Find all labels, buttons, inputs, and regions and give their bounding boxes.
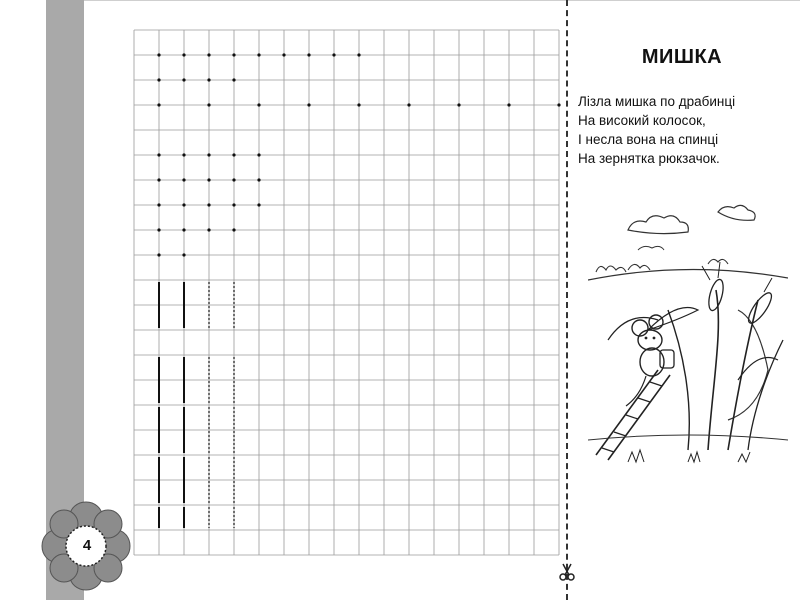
tracing-dot bbox=[257, 153, 260, 156]
tracing-dot bbox=[332, 53, 335, 56]
tracing-dot bbox=[182, 78, 185, 81]
tracing-dot bbox=[232, 78, 235, 81]
tracing-dot bbox=[182, 203, 185, 206]
tracing-dot bbox=[257, 103, 260, 106]
tracing-dot bbox=[157, 178, 160, 181]
tracing-dot bbox=[232, 228, 235, 231]
tracing-dot bbox=[157, 78, 160, 81]
tracing-dot bbox=[232, 203, 235, 206]
tracing-dot bbox=[407, 103, 410, 106]
tracing-dot bbox=[207, 53, 210, 56]
tracing-dot bbox=[232, 178, 235, 181]
tracing-dot bbox=[282, 53, 285, 56]
tracing-dot bbox=[157, 153, 160, 156]
mouse-climbing-ladder-on-wheat-illustration bbox=[588, 200, 788, 470]
tracing-dot bbox=[457, 103, 460, 106]
poem-line: На зернятка рюкзачок. bbox=[578, 151, 720, 166]
tracing-dot bbox=[157, 228, 160, 231]
tracing-dot bbox=[182, 53, 185, 56]
tracing-dot bbox=[207, 178, 210, 181]
tracing-dot bbox=[157, 253, 160, 256]
tracing-dot bbox=[182, 253, 185, 256]
tracing-dot bbox=[207, 203, 210, 206]
tracing-dot bbox=[182, 228, 185, 231]
tracing-dot bbox=[507, 103, 510, 106]
poem-line: На високий колосок, bbox=[578, 113, 706, 128]
page-number: 4 bbox=[82, 537, 92, 554]
tracing-dot bbox=[207, 103, 210, 106]
tracing-dot bbox=[157, 53, 160, 56]
poem-line: І несла вона на спинці bbox=[578, 132, 719, 147]
tracing-dot bbox=[257, 178, 260, 181]
poem bbox=[578, 92, 788, 168]
tracing-dot bbox=[207, 78, 210, 81]
tracing-dot bbox=[257, 203, 260, 206]
tracing-dot bbox=[307, 53, 310, 56]
tracing-dot bbox=[357, 103, 360, 106]
tracing-dot bbox=[307, 103, 310, 106]
scissors-icon bbox=[557, 562, 577, 582]
tracing-dot bbox=[357, 53, 360, 56]
tracing-dot bbox=[157, 103, 160, 106]
tracing-dot bbox=[182, 153, 185, 156]
tracing-dot bbox=[257, 53, 260, 56]
poem-line: Лізла мишка по драбинці bbox=[578, 94, 736, 109]
tracing-dot bbox=[207, 228, 210, 231]
tracing-dot bbox=[182, 178, 185, 181]
tracing-dot bbox=[232, 153, 235, 156]
tracing-dot bbox=[157, 203, 160, 206]
tracing-dot bbox=[232, 53, 235, 56]
worksheet-title: МИШКА bbox=[641, 46, 723, 68]
cut-line bbox=[566, 0, 568, 600]
tracing-dot bbox=[557, 103, 560, 106]
tracing-dot bbox=[207, 153, 210, 156]
